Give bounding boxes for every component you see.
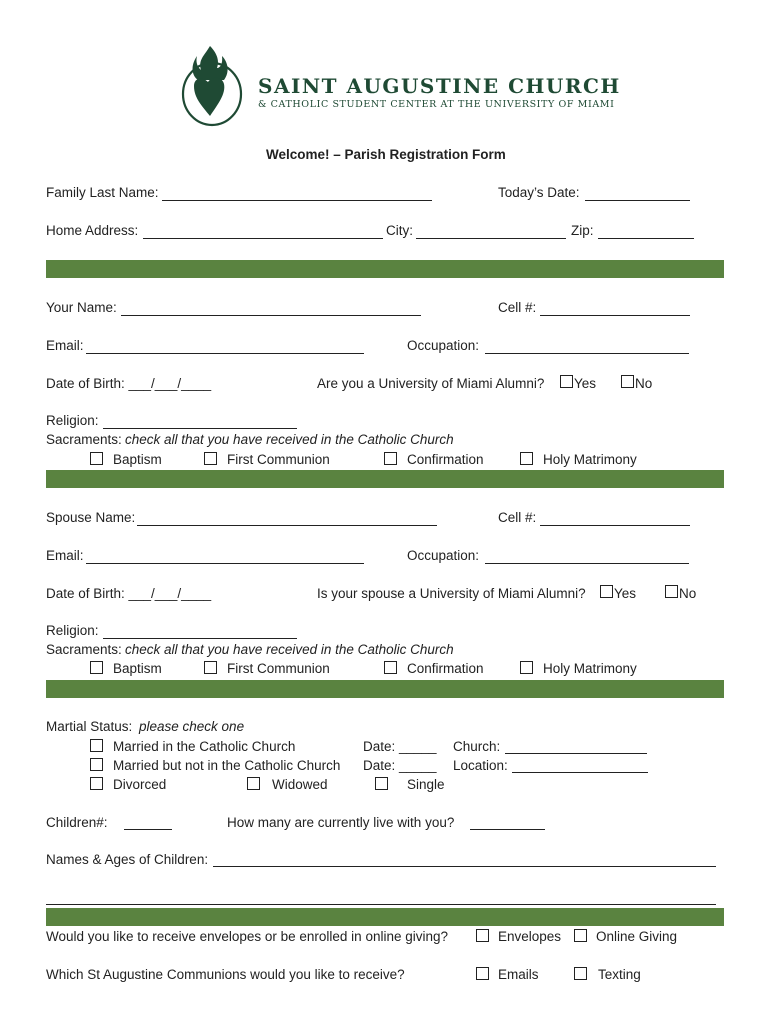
todays-date-field[interactable] xyxy=(585,200,690,201)
spouse-religion-label: Religion: xyxy=(46,623,99,638)
spouse-occupation-field[interactable] xyxy=(485,563,689,564)
widowed-checkbox[interactable] xyxy=(247,777,260,790)
form-title: Welcome! – Parish Registration Form xyxy=(266,147,506,162)
home-address-field[interactable] xyxy=(143,238,383,239)
section-divider xyxy=(46,908,724,926)
married-catholic-label: Married in the Catholic Church xyxy=(113,739,296,754)
religion-label: Religion: xyxy=(46,413,99,428)
baptism-checkbox[interactable] xyxy=(90,452,103,465)
online-giving-checkbox[interactable] xyxy=(574,929,587,942)
single-checkbox[interactable] xyxy=(375,777,388,790)
confirmation-checkbox[interactable] xyxy=(384,452,397,465)
envelopes-checkbox[interactable] xyxy=(476,929,489,942)
sacraments-hint: check all that you have received in the Catholic Church xyxy=(125,432,454,447)
marital-status-hint: please check one xyxy=(139,719,245,734)
spouse-baptism-checkbox[interactable] xyxy=(90,661,103,674)
children-count-label: Children#: xyxy=(46,815,108,830)
names-ages-field[interactable] xyxy=(213,866,716,867)
your-name-field[interactable] xyxy=(121,315,421,316)
email-field[interactable] xyxy=(86,353,364,354)
emails-checkbox[interactable] xyxy=(476,967,489,980)
org-name: SAINT AUGUSTINE CHURCH xyxy=(258,74,621,98)
alumni-question: Are you a University of Miami Alumni? xyxy=(317,376,545,391)
spouse-alumni-no-checkbox[interactable] xyxy=(665,585,678,598)
location-field[interactable] xyxy=(512,772,648,773)
spouse-email-field[interactable] xyxy=(86,563,364,564)
spouse-alumni-question: Is your spouse a University of Miami Alumni? xyxy=(317,586,586,601)
married-not-catholic-label: Married but not in the Catholic Church xyxy=(113,758,341,773)
occupation-field[interactable] xyxy=(485,353,689,354)
religion-field[interactable] xyxy=(103,428,297,429)
spouse-first-communion-label: First Communion xyxy=(227,661,330,676)
spouse-cell-label: Cell #: xyxy=(498,510,537,525)
spouse-alumni-yes-label: Yes xyxy=(614,586,637,601)
section-divider xyxy=(46,260,724,278)
marital-status-label: Martial Status: xyxy=(46,719,133,734)
alumni-no-label: No xyxy=(635,376,653,391)
spouse-first-communion-checkbox[interactable] xyxy=(204,661,217,674)
alumni-yes-checkbox[interactable] xyxy=(560,375,573,388)
emails-label: Emails xyxy=(498,967,539,982)
spouse-alumni-no-label: No xyxy=(679,586,697,601)
cell-label: Cell #: xyxy=(498,300,537,315)
spouse-alumni-yes-checkbox[interactable] xyxy=(600,585,613,598)
logo xyxy=(180,42,246,128)
family-last-name-label: Family Last Name: xyxy=(46,185,159,200)
family-last-name-field[interactable] xyxy=(162,200,432,201)
cell-field[interactable] xyxy=(540,315,690,316)
section-divider xyxy=(46,470,724,488)
spouse-holy-matrimony-checkbox[interactable] xyxy=(520,661,533,674)
married-catholic-checkbox[interactable] xyxy=(90,739,103,752)
children-count-field[interactable] xyxy=(124,829,172,830)
first-communion-label: First Communion xyxy=(227,452,330,467)
spouse-holy-matrimony-label: Holy Matrimony xyxy=(543,661,637,676)
church-field[interactable] xyxy=(505,753,647,754)
spouse-religion-field[interactable] xyxy=(103,638,297,639)
sacred-heart-flame-icon xyxy=(180,42,246,128)
confirmation-label: Confirmation xyxy=(407,452,484,467)
divorced-label: Divorced xyxy=(113,777,167,792)
communions-question: Which St Augustine Communions would you like to receive? xyxy=(46,967,405,982)
names-ages-label: Names & Ages of Children: xyxy=(46,852,209,867)
married-not-date-label[interactable]: Date: _____ xyxy=(363,758,437,773)
section-divider xyxy=(46,680,724,698)
texting-label: Texting xyxy=(598,967,641,982)
spouse-confirmation-label: Confirmation xyxy=(407,661,484,676)
married-not-catholic-checkbox[interactable] xyxy=(90,758,103,771)
spouse-confirmation-checkbox[interactable] xyxy=(384,661,397,674)
occupation-label: Occupation: xyxy=(407,338,480,353)
widowed-label: Widowed xyxy=(272,777,328,792)
city-label: City: xyxy=(386,223,413,238)
church-label: Church: xyxy=(453,739,501,754)
zip-label: Zip: xyxy=(571,223,594,238)
first-communion-checkbox[interactable] xyxy=(204,452,217,465)
alumni-yes-label: Yes xyxy=(574,376,597,391)
your-name-label: Your Name: xyxy=(46,300,117,315)
spouse-sacraments-hint: check all that you have received in the Catholic Church xyxy=(125,642,454,657)
dob-label[interactable]: Date of Birth: ___/___/____ xyxy=(46,376,212,391)
divorced-checkbox[interactable] xyxy=(90,777,103,790)
spouse-sacraments-label: Sacraments: xyxy=(46,642,122,657)
envelopes-label: Envelopes xyxy=(498,929,562,944)
spouse-dob-label[interactable]: Date of Birth: ___/___/____ xyxy=(46,586,212,601)
org-subtitle: & CATHOLIC STUDENT CENTER AT THE UNIVERSITY OF MIAMI xyxy=(258,99,615,110)
location-label: Location: xyxy=(453,758,508,773)
email-label: Email: xyxy=(46,338,84,353)
texting-checkbox[interactable] xyxy=(574,967,587,980)
online-giving-label: Online Giving xyxy=(596,929,678,944)
spouse-occupation-label: Occupation: xyxy=(407,548,480,563)
city-field[interactable] xyxy=(416,238,566,239)
spouse-email-label: Email: xyxy=(46,548,84,563)
sacraments-label: Sacraments: xyxy=(46,432,122,447)
spouse-baptism-label: Baptism xyxy=(113,661,162,676)
home-address-label: Home Address: xyxy=(46,223,139,238)
single-label: Single xyxy=(407,777,445,792)
alumni-no-checkbox[interactable] xyxy=(621,375,634,388)
spouse-name-label: Spouse Name: xyxy=(46,510,136,525)
spouse-cell-field[interactable] xyxy=(540,525,690,526)
baptism-label: Baptism xyxy=(113,452,162,467)
spouse-name-field[interactable] xyxy=(137,525,437,526)
holy-matrimony-checkbox[interactable] xyxy=(520,452,533,465)
envelopes-question: Would you like to receive envelopes or be enrolled in online giving? xyxy=(46,929,449,944)
todays-date-label: Today’s Date: xyxy=(498,185,580,200)
names-ages-field-2[interactable] xyxy=(46,904,716,905)
married-date-label[interactable]: Date: _____ xyxy=(363,739,437,754)
live-with-field[interactable] xyxy=(470,829,545,830)
zip-field[interactable] xyxy=(598,238,694,239)
live-with-question: How many are currently live with you? xyxy=(227,815,455,830)
holy-matrimony-label: Holy Matrimony xyxy=(543,452,637,467)
